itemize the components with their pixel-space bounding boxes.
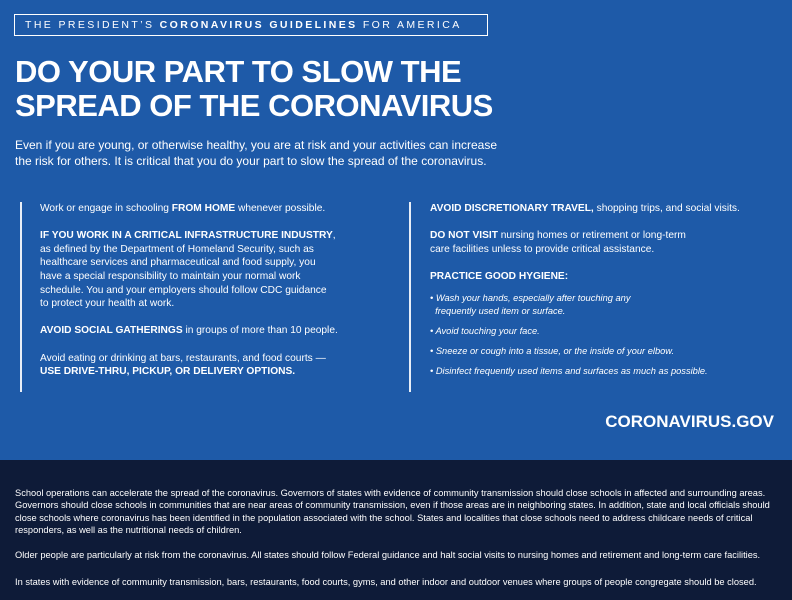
social-bold: AVOID SOCIAL GATHERINGS xyxy=(40,325,183,337)
work-text-end: whenever possible. xyxy=(235,203,326,214)
critical-bold: IF YOU WORK IN A CRITICAL INFRASTRUCTURE INDUSTRY xyxy=(40,230,333,242)
page-title xyxy=(15,55,493,123)
travel-bold: AVOID DISCRETIONARY TRAVEL, xyxy=(430,203,594,214)
hygiene-item xyxy=(430,292,790,320)
work-bold: FROM HOME xyxy=(171,203,236,214)
header-banner xyxy=(14,14,488,36)
website-link[interactable]: CORONAVIRUS.GOV xyxy=(605,412,774,431)
travel-item xyxy=(430,202,790,216)
right-guidelines-column xyxy=(409,202,790,392)
intro-text xyxy=(15,137,555,169)
work-text: Work or engage in schooling xyxy=(40,203,172,214)
do-not-visit-item xyxy=(430,229,790,256)
hygiene-item-text-2: frequently used item or surface. xyxy=(435,306,566,317)
travel-text: shopping trips, and social visits. xyxy=(593,203,740,214)
hygiene-item xyxy=(430,345,790,359)
critical-line-5: schedule. You and your employers should follow CDC guidance xyxy=(40,284,327,296)
critical-line-1: , xyxy=(332,230,336,242)
title-line-1: DO YOUR PART TO SLOW THE xyxy=(15,54,462,89)
critical-line-3: healthcare services and pharmaceutical and food supply, you xyxy=(40,257,316,269)
intro-line-2: the risk for others. It is critical that you do your part to slow the spread of the coronavirus. xyxy=(15,154,487,168)
critical-line-6: to protect your health at work. xyxy=(40,298,175,310)
hygiene-title-text: PRACTICE GOOD HYGIENE: xyxy=(430,270,569,282)
hygiene-item xyxy=(430,325,790,339)
visit-line-2: care facilities unless to provide critical assistance. xyxy=(430,243,655,255)
intro-line-1: Even if you are young, or otherwise healthy, you are at risk and your activities can increase xyxy=(15,138,498,152)
title-line-2: SPREAD OF THE CORONAVIRUS xyxy=(15,88,493,123)
critical-line-2: as defined by the Department of Homeland Security, such as xyxy=(40,243,314,255)
hygiene-item-text: • Sneeze or cough into a tissue, or the inside of your elbow. xyxy=(430,345,675,356)
hygiene-item-text: • Avoid touching your face. xyxy=(430,326,540,337)
left-guidelines-column xyxy=(20,202,385,392)
banner-prefix: THE PRESIDENT’S xyxy=(25,19,160,31)
schools-line-1: School operations can accelerate the spread of the coronavirus. Governors of states with evidence of community transmission should close schools in affected and surrounding areas. xyxy=(15,488,766,498)
critical-infrastructure-item xyxy=(40,229,385,311)
eating-line-1: Avoid eating or drinking at bars, restaurants, and food courts — xyxy=(40,352,326,364)
visit-bold: DO NOT VISIT xyxy=(430,230,498,242)
visit-line-1: nursing homes or retirement or long-term xyxy=(497,230,686,242)
critical-line-4: have a special responsibility to maintain your normal work xyxy=(40,270,301,282)
hygiene-list xyxy=(430,292,790,379)
social-text: in groups of more than 10 people. xyxy=(182,325,338,337)
hygiene-item xyxy=(430,365,790,379)
banner-suffix: FOR AMERICA xyxy=(357,19,462,31)
social-gatherings-item xyxy=(40,324,385,338)
venues-note: In states with evidence of community transmission, bars, restaurants, food courts, gyms, and other indoor and outdoor venues where groups of people congregate should be closed. xyxy=(15,577,757,587)
hygiene-title xyxy=(430,270,790,284)
eating-line-2: USE DRIVE-THRU, PICKUP, OR DELIVERY OPTIONS. xyxy=(40,366,296,378)
hygiene-item-text: • Disinfect frequently used items and surfaces as much as possible. xyxy=(430,365,708,376)
older-people-note: Older people are particularly at risk from the coronavirus. All states should follow Federal guidance and halt social visits to nursing homes and retirement and long-term care facilities. xyxy=(15,550,761,560)
work-from-home-item xyxy=(40,202,385,216)
schools-line-4: responders, as well as the nutritional needs of children. xyxy=(15,524,242,535)
eating-item xyxy=(40,352,385,379)
footer-notes xyxy=(0,460,792,600)
hygiene-item-text: • Wash your hands, especially after touching any xyxy=(430,292,631,303)
schools-note xyxy=(15,487,775,536)
schools-line-2: Governors should close schools in communities that are near areas of community transmission, even if those areas are in neighboring states. In addition, state and local officials should xyxy=(15,500,770,511)
schools-line-3: close schools where coronavirus has been identified in the population associated with the school. States and localities that close schools need to address childcare needs of critical xyxy=(15,512,753,523)
banner-bold: CORONAVIRUS GUIDELINES xyxy=(159,19,358,31)
